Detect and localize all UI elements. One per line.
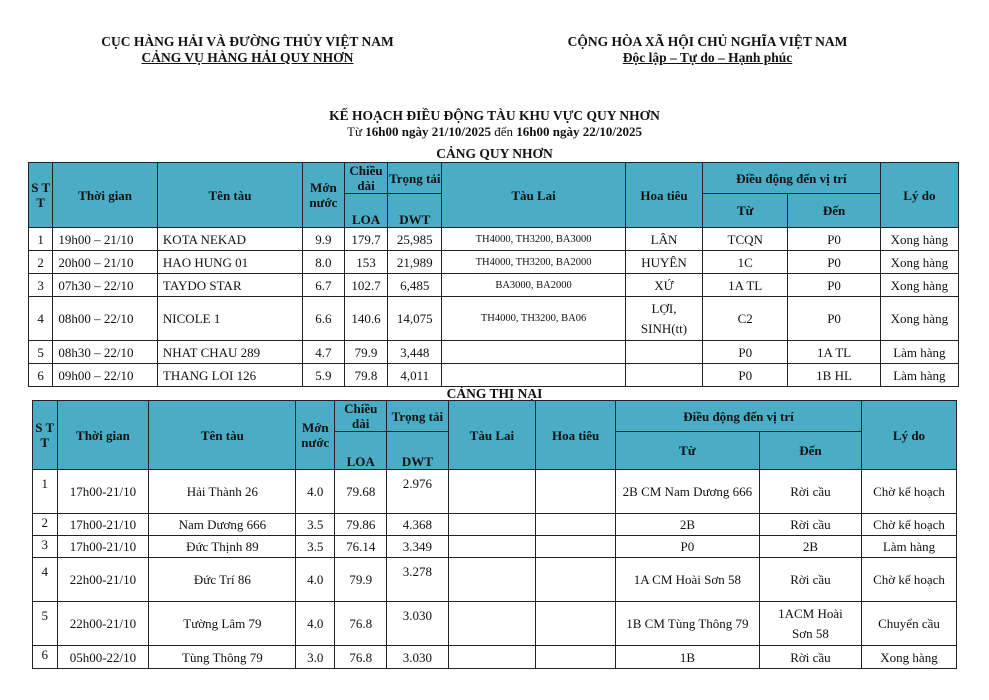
table-row xyxy=(33,558,957,602)
cell-time: 17h00-21/10 xyxy=(57,470,149,514)
cell-loa: 79.9 xyxy=(344,341,388,364)
cell-stt: 5 xyxy=(29,341,53,364)
document-period xyxy=(0,124,989,140)
cell-loa: 76.14 xyxy=(335,536,387,558)
header-from: Từ xyxy=(703,194,788,228)
cell-from: P0 xyxy=(703,364,788,387)
cell-from: P0 xyxy=(615,536,759,558)
cell-from: 1B CM Tùng Thông 79 xyxy=(615,602,759,646)
cell-tugs xyxy=(448,558,536,602)
table-row xyxy=(29,341,959,364)
cell-dwt: 3.349 xyxy=(387,536,448,558)
cell-dwt: 21,989 xyxy=(388,251,442,274)
cell-tugs: TH4000, TH3200, BA3000 xyxy=(442,228,626,251)
cell-ship: NICOLE 1 xyxy=(157,297,302,341)
cell-to: Rời cầu xyxy=(759,470,861,514)
cell-draft: 6.6 xyxy=(303,297,345,341)
thi-nai-table xyxy=(32,400,957,669)
cell-to: 2B xyxy=(759,536,861,558)
header-tonnage: Trọng tải xyxy=(388,163,442,194)
header-length-unit: LOA xyxy=(344,194,388,228)
cell-stt: 6 xyxy=(29,364,53,387)
cell-draft: 9.9 xyxy=(303,228,345,251)
table-row xyxy=(29,228,959,251)
national-header xyxy=(520,34,895,66)
cell-reason: Xong hàng xyxy=(861,646,956,669)
header-time: Thời gian xyxy=(57,401,149,470)
cell-stt: 2 xyxy=(33,514,58,536)
header-pilot: Hoa tiêu xyxy=(536,401,616,470)
cell-to: Rời cầu xyxy=(759,558,861,602)
header-tugs: Tàu Lai xyxy=(448,401,536,470)
cell-ship: Tùng Thông 79 xyxy=(149,646,296,669)
cell-tugs xyxy=(442,364,626,387)
cell-pilot: LỢI, SINH(tt) xyxy=(625,297,702,341)
cell-draft: 6.7 xyxy=(303,274,345,297)
cell-draft: 4.0 xyxy=(296,470,335,514)
cell-loa: 79.9 xyxy=(335,558,387,602)
table-row xyxy=(33,470,957,514)
table-row xyxy=(33,646,957,669)
table-row xyxy=(33,514,957,536)
header-length: Chiều dài xyxy=(335,401,387,432)
cell-pilot xyxy=(536,470,616,514)
cell-ship: Tường Lâm 79 xyxy=(149,602,296,646)
cell-time: 22h00-21/10 xyxy=(57,602,149,646)
cell-dwt: 3.278 xyxy=(387,558,448,602)
cell-dwt: 25,985 xyxy=(388,228,442,251)
national-line-1: CỘNG HÒA XÃ HỘI CHỦ NGHĨA VIỆT NAM xyxy=(567,34,848,49)
cell-from: 2B xyxy=(615,514,759,536)
cell-tugs: TH4000, TH3200, BA2000 xyxy=(442,251,626,274)
table-row xyxy=(29,251,959,274)
cell-ship: THANG LOI 126 xyxy=(157,364,302,387)
cell-stt: 1 xyxy=(29,228,53,251)
quy-nhon-table xyxy=(28,162,959,387)
cell-dwt: 4.368 xyxy=(387,514,448,536)
header-move: Điều động đến vị trí xyxy=(703,163,881,194)
header-pilot: Hoa tiêu xyxy=(625,163,702,228)
document-title-block xyxy=(0,108,989,140)
cell-to: 1B HL xyxy=(788,364,880,387)
cell-stt: 4 xyxy=(33,558,58,602)
cell-from: 1B xyxy=(615,646,759,669)
header-tugs: Tàu Lai xyxy=(442,163,626,228)
header-draft: Mớn nước xyxy=(303,163,345,228)
cell-tugs xyxy=(448,536,536,558)
cell-to: P0 xyxy=(788,274,880,297)
cell-ship: Nam Dương 666 xyxy=(149,514,296,536)
cell-reason: Chờ kế hoạch xyxy=(861,514,956,536)
cell-dwt: 3.030 xyxy=(387,646,448,669)
cell-loa: 140.6 xyxy=(344,297,388,341)
cell-draft: 8.0 xyxy=(303,251,345,274)
cell-stt: 4 xyxy=(29,297,53,341)
cell-to: Rời cầu xyxy=(759,514,861,536)
cell-time: 08h00 – 22/10 xyxy=(53,297,158,341)
header-from: Từ xyxy=(615,432,759,470)
section-title-quy-nhon: CẢNG QUY NHƠN xyxy=(436,146,553,161)
cell-reason: Chờ kế hoạch xyxy=(861,470,956,514)
cell-stt: 1 xyxy=(33,470,58,514)
cell-draft: 3.5 xyxy=(296,536,335,558)
cell-stt: 3 xyxy=(33,536,58,558)
cell-to: 1ACM Hoài Sơn 58 xyxy=(759,602,861,646)
cell-time: 20h00 – 21/10 xyxy=(53,251,158,274)
cell-from: 2B CM Nam Dương 666 xyxy=(615,470,759,514)
cell-pilot: XỨ xyxy=(625,274,702,297)
header-length: Chiều dài xyxy=(344,163,388,194)
cell-tugs xyxy=(448,514,536,536)
header-reason: Lý do xyxy=(861,401,956,470)
header-ship: Tên tàu xyxy=(157,163,302,228)
cell-draft: 5.9 xyxy=(303,364,345,387)
cell-pilot xyxy=(536,558,616,602)
cell-from: 1C xyxy=(703,251,788,274)
cell-from: 1A CM Hoài Sơn 58 xyxy=(615,558,759,602)
cell-time: 22h00-21/10 xyxy=(57,558,149,602)
cell-reason: Làm hàng xyxy=(880,341,958,364)
cell-reason: Xong hàng xyxy=(880,274,958,297)
header-ship: Tên tàu xyxy=(149,401,296,470)
header-length-unit: LOA xyxy=(335,432,387,470)
cell-loa: 102.7 xyxy=(344,274,388,297)
header-time: Thời gian xyxy=(53,163,158,228)
header-reason: Lý do xyxy=(880,163,958,228)
cell-to: P0 xyxy=(788,228,880,251)
cell-time: 17h00-21/10 xyxy=(57,514,149,536)
cell-to: Rời cầu xyxy=(759,646,861,669)
cell-reason: Chuyển cầu xyxy=(861,602,956,646)
cell-ship: KOTA NEKAD xyxy=(157,228,302,251)
table-row xyxy=(29,274,959,297)
cell-tugs xyxy=(448,470,536,514)
header-stt: S T T xyxy=(29,163,53,228)
cell-ship: NHAT CHAU 289 xyxy=(157,341,302,364)
cell-reason: Xong hàng xyxy=(880,228,958,251)
cell-tugs xyxy=(448,602,536,646)
cell-pilot: HUYÊN xyxy=(625,251,702,274)
cell-from: TCQN xyxy=(703,228,788,251)
cell-loa: 76.8 xyxy=(335,602,387,646)
cell-pilot xyxy=(536,536,616,558)
cell-ship: Hải Thành 26 xyxy=(149,470,296,514)
cell-dwt: 6,485 xyxy=(388,274,442,297)
document-title: KẾ HOẠCH ĐIỀU ĐỘNG TÀU KHU VỰC QUY NHƠN xyxy=(329,108,660,123)
cell-from: P0 xyxy=(703,341,788,364)
period-to-value: 16h00 ngày 22/10/2025 xyxy=(516,124,642,139)
issuer-line-1: CỤC HÀNG HẢI VÀ ĐƯỜNG THỦY VIỆT NAM xyxy=(101,34,394,49)
cell-stt: 2 xyxy=(29,251,53,274)
cell-loa: 79.68 xyxy=(335,470,387,514)
cell-tugs: BA3000, BA2000 xyxy=(442,274,626,297)
header-to: Đến xyxy=(759,432,861,470)
header-draft: Mớn nước xyxy=(296,401,335,470)
period-from-word: Từ xyxy=(347,124,363,139)
issuer-line-2: CẢNG VỤ HÀNG HẢI QUY NHƠN xyxy=(141,50,354,65)
national-motto: Độc lập – Tự do – Hạnh phúc xyxy=(622,50,793,65)
cell-dwt: 2.976 xyxy=(387,470,448,514)
cell-ship: Đức Thịnh 89 xyxy=(149,536,296,558)
cell-pilot xyxy=(536,514,616,536)
section-title-thi-nai: CẢNG THỊ NẠI xyxy=(446,386,543,401)
cell-draft: 4.7 xyxy=(303,341,345,364)
cell-reason: Xong hàng xyxy=(880,297,958,341)
header-move: Điều động đến vị trí xyxy=(615,401,861,432)
cell-reason: Làm hàng xyxy=(861,536,956,558)
cell-stt: 5 xyxy=(33,602,58,646)
cell-time: 08h30 – 22/10 xyxy=(53,341,158,364)
cell-time: 17h00-21/10 xyxy=(57,536,149,558)
cell-loa: 76.8 xyxy=(335,646,387,669)
cell-time: 05h00-22/10 xyxy=(57,646,149,669)
cell-to: P0 xyxy=(788,251,880,274)
cell-tugs xyxy=(448,646,536,669)
cell-stt: 6 xyxy=(33,646,58,669)
cell-dwt: 14,075 xyxy=(388,297,442,341)
cell-loa: 79.8 xyxy=(344,364,388,387)
cell-reason: Chờ kế hoạch xyxy=(861,558,956,602)
cell-ship: TAYDO STAR xyxy=(157,274,302,297)
cell-pilot xyxy=(625,341,702,364)
cell-pilot xyxy=(536,646,616,669)
cell-loa: 153 xyxy=(344,251,388,274)
header-tonnage-unit: DWT xyxy=(387,432,448,470)
header-tonnage: Trọng tải xyxy=(387,401,448,432)
cell-dwt: 3.030 xyxy=(387,602,448,646)
cell-time: 09h00 – 22/10 xyxy=(53,364,158,387)
cell-time: 19h00 – 21/10 xyxy=(53,228,158,251)
cell-pilot: LÂN xyxy=(625,228,702,251)
header-stt: S T T xyxy=(33,401,58,470)
issuer-header xyxy=(60,34,435,66)
cell-time: 07h30 – 22/10 xyxy=(53,274,158,297)
table-row xyxy=(33,536,957,558)
cell-pilot xyxy=(625,364,702,387)
period-to-word: đến xyxy=(494,124,514,139)
cell-pilot xyxy=(536,602,616,646)
cell-reason: Xong hàng xyxy=(880,251,958,274)
table-row xyxy=(29,297,959,341)
cell-dwt: 3,448 xyxy=(388,341,442,364)
header-to: Đến xyxy=(788,194,880,228)
cell-draft: 4.0 xyxy=(296,558,335,602)
period-from-value: 16h00 ngày 21/10/2025 xyxy=(365,124,491,139)
cell-to: P0 xyxy=(788,297,880,341)
cell-loa: 79.86 xyxy=(335,514,387,536)
cell-from: C2 xyxy=(703,297,788,341)
cell-ship: Đức Trí 86 xyxy=(149,558,296,602)
header-tonnage-unit: DWT xyxy=(388,194,442,228)
cell-reason: Làm hàng xyxy=(880,364,958,387)
cell-tugs: TH4000, TH3200, BA06 xyxy=(442,297,626,341)
cell-ship: HAO HUNG 01 xyxy=(157,251,302,274)
cell-dwt: 4,011 xyxy=(388,364,442,387)
cell-tugs xyxy=(442,341,626,364)
cell-stt: 3 xyxy=(29,274,53,297)
cell-draft: 3.0 xyxy=(296,646,335,669)
cell-from: 1A TL xyxy=(703,274,788,297)
cell-to: 1A TL xyxy=(788,341,880,364)
table-row xyxy=(33,602,957,646)
table-row xyxy=(29,364,959,387)
cell-loa: 179.7 xyxy=(344,228,388,251)
cell-draft: 3.5 xyxy=(296,514,335,536)
cell-draft: 4.0 xyxy=(296,602,335,646)
